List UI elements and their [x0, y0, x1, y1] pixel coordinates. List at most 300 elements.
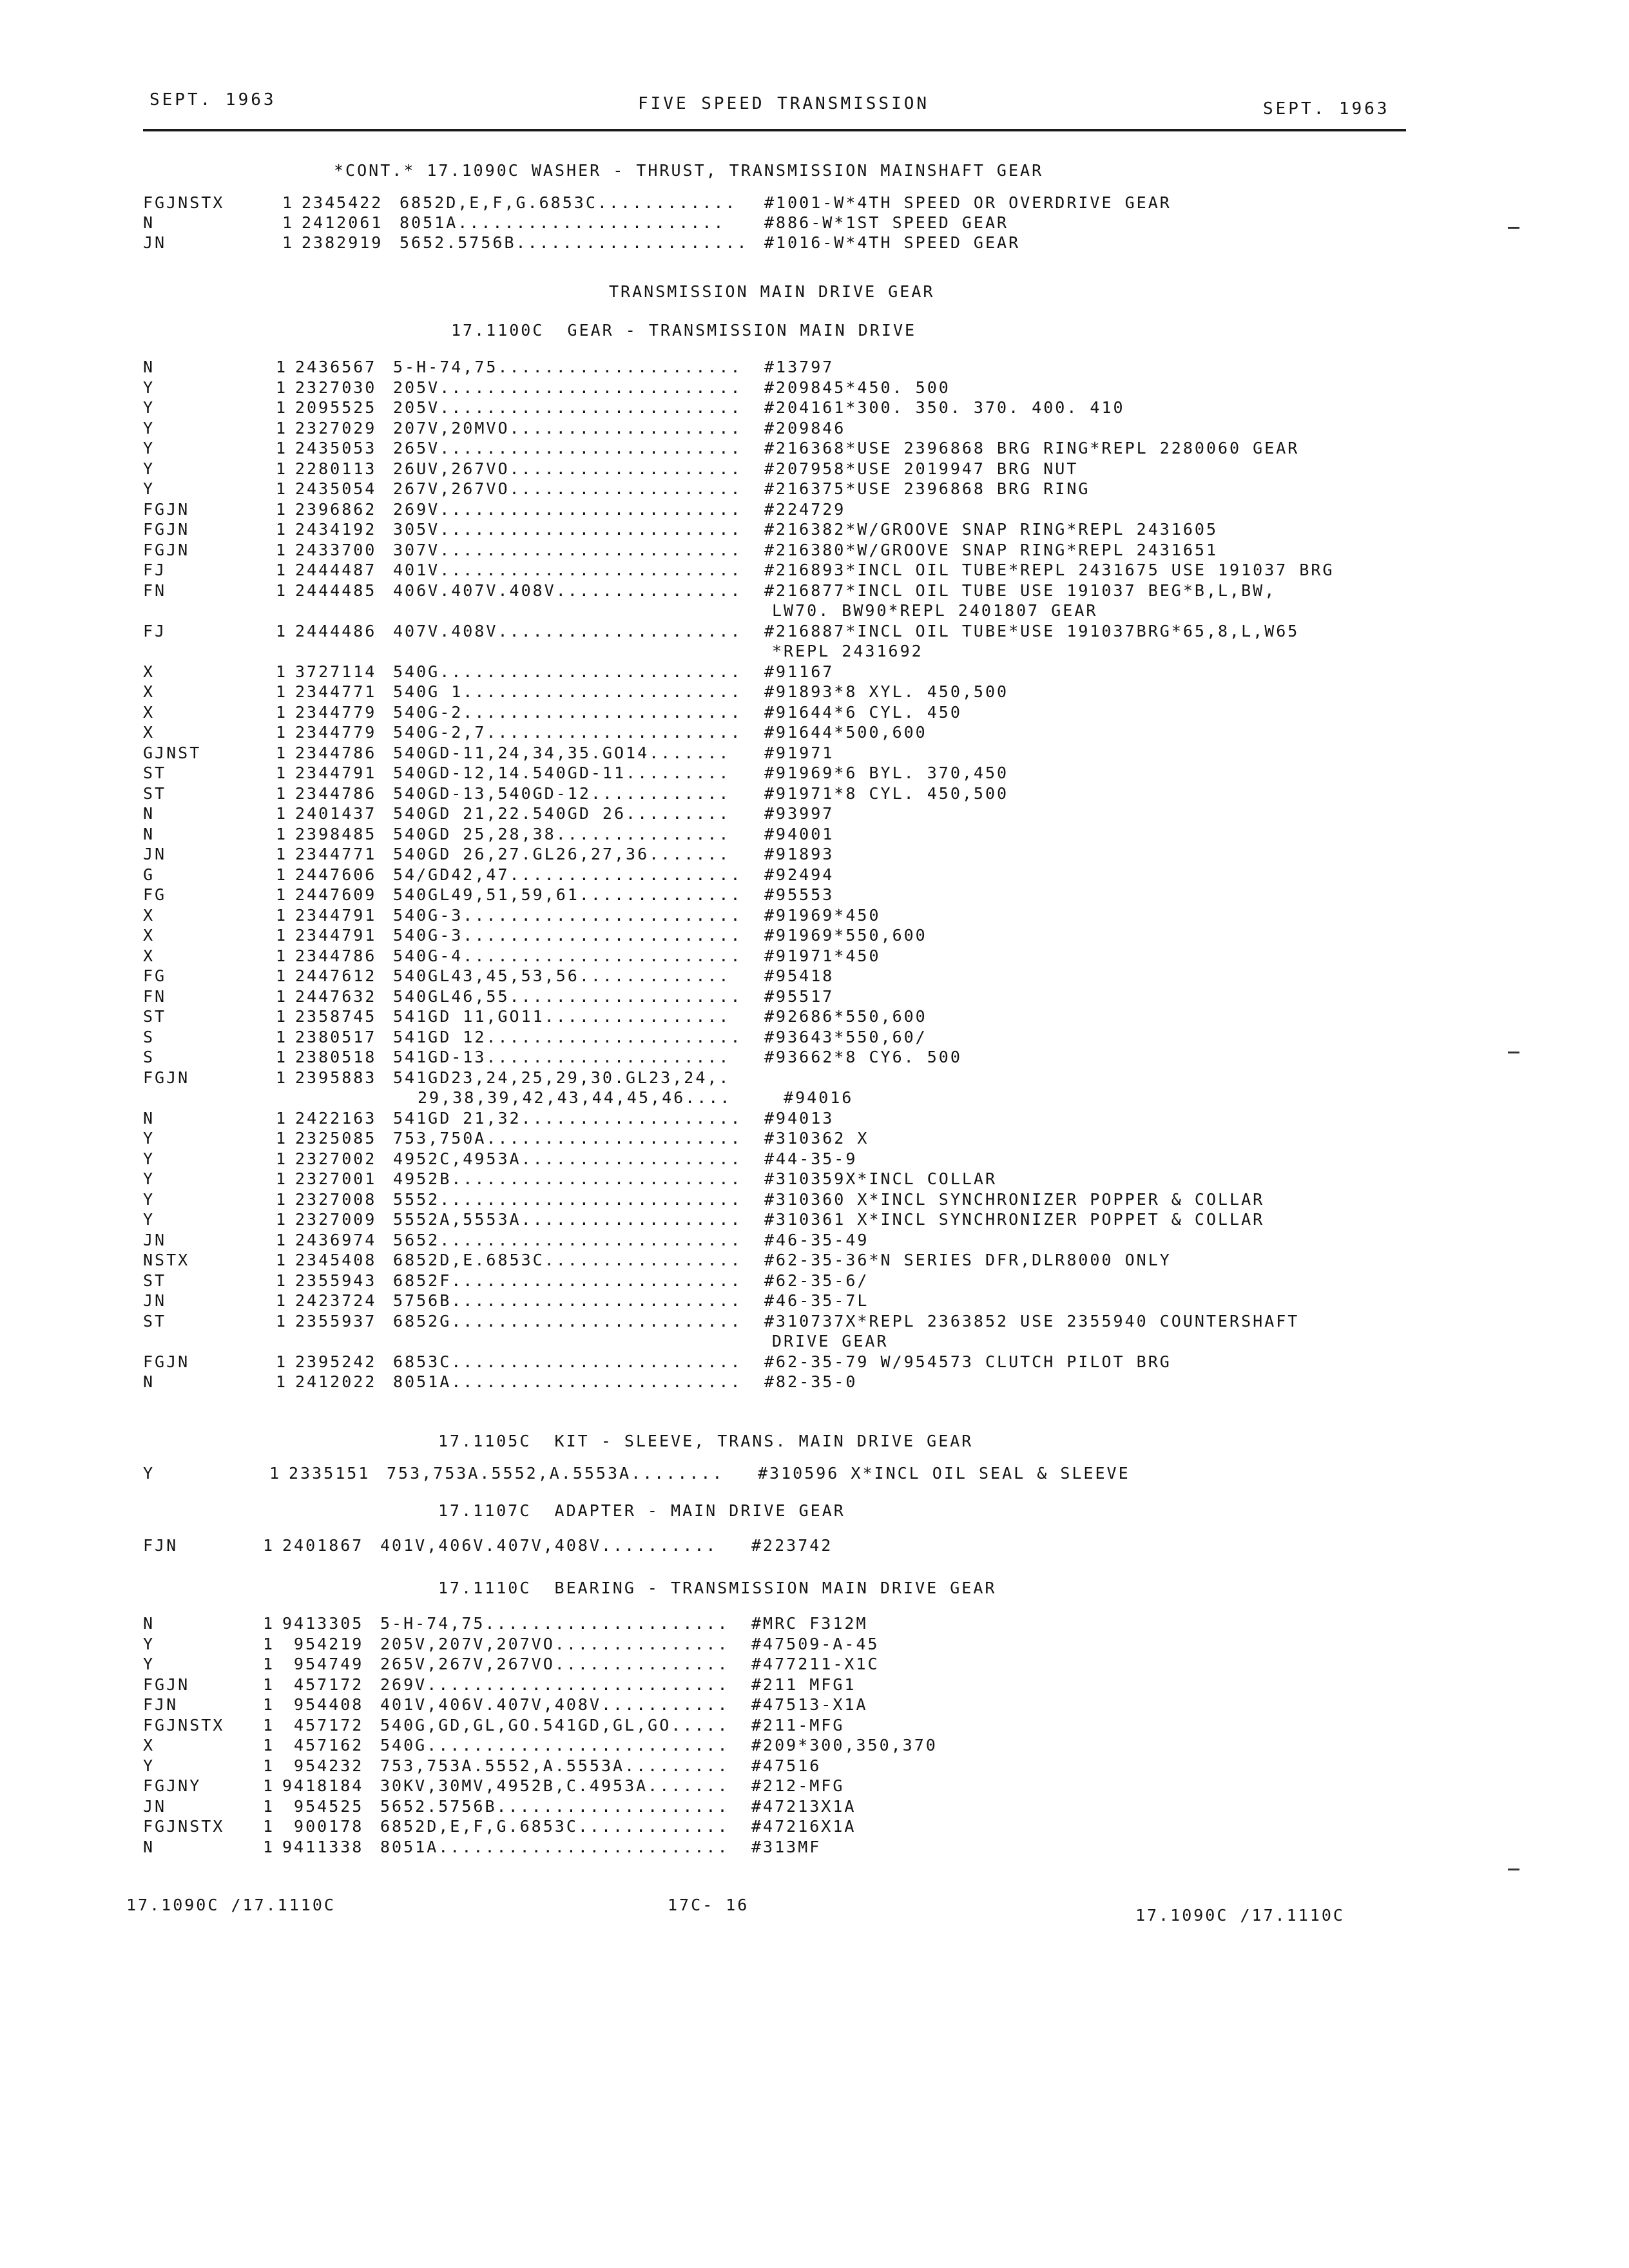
- row-application: 8051A.........................: [380, 1837, 729, 1856]
- row-application: 5-H-74,75.....................: [380, 1614, 729, 1633]
- row-application: 540GD-13,540GD-12............: [393, 783, 731, 803]
- row-application: 540GD 26,27.GL26,27,36.......: [393, 845, 731, 863]
- table-row: [0, 825, 1547, 845]
- row-part-number: 900178: [282, 1817, 364, 1836]
- row-note: #310362 X: [764, 1129, 869, 1148]
- row-application: 305V..........................: [393, 520, 742, 539]
- row-codes: Y: [143, 1756, 155, 1775]
- table-row-continuation: [0, 642, 1547, 662]
- row-note: #310737X*REPL 2363852 USE 2355940 COUNTERSHAFT: [764, 1311, 1300, 1331]
- row-part-number: 2344786: [295, 783, 377, 803]
- row-quantity: 1: [263, 1736, 275, 1754]
- table-row: [0, 1149, 1547, 1169]
- row-note: #47213X1A: [751, 1796, 856, 1816]
- row-codes: Y: [143, 1129, 155, 1148]
- table-row: [0, 804, 1547, 824]
- row-codes: FGJNY: [143, 1776, 202, 1795]
- table-row: [0, 1756, 1547, 1776]
- row-codes: X: [143, 1736, 155, 1754]
- row-application: 540G..........................: [380, 1736, 729, 1754]
- table-row: [0, 1109, 1547, 1129]
- row-codes: X: [143, 946, 155, 965]
- table-row: [0, 987, 1547, 1007]
- table-row: [0, 581, 1547, 601]
- row-codes: X: [143, 662, 155, 681]
- table-row: [0, 1169, 1547, 1189]
- row-codes: Y: [143, 1655, 155, 1673]
- row-quantity: 1: [276, 946, 288, 965]
- row-note: #47216X1A: [751, 1817, 856, 1836]
- header-date-right: SEPT. 1963: [1263, 99, 1390, 119]
- row-part-number: 2344786: [295, 743, 377, 762]
- row-application: 6852F.........................: [393, 1271, 742, 1290]
- table-row: [0, 1271, 1547, 1291]
- row-application: 541GD-13.....................: [393, 1048, 731, 1066]
- row-quantity: 1: [276, 1372, 288, 1391]
- row-note: #91893: [764, 845, 834, 863]
- row-quantity: 1: [276, 418, 288, 437]
- row-note: #95553: [764, 885, 834, 904]
- table-row: [0, 439, 1547, 459]
- row-part-number: 954525: [282, 1796, 364, 1816]
- row-application: 406V.407V.408V................: [393, 581, 742, 600]
- table-row: [0, 419, 1547, 439]
- row-application: 205V..........................: [393, 398, 742, 417]
- table-row: [0, 213, 1547, 233]
- row-application: 5552..........................: [393, 1189, 742, 1209]
- row-note: #46-35-49: [764, 1230, 869, 1249]
- row-part-number: 2327030: [295, 378, 377, 397]
- row-part-number: 2344791: [295, 926, 377, 945]
- row-note: #94001: [764, 824, 834, 843]
- row-quantity: 1: [276, 824, 288, 843]
- row-application: 269V..........................: [393, 499, 742, 519]
- row-part-number: 2412022: [295, 1372, 377, 1391]
- row-note: #MRC F312M: [751, 1614, 868, 1633]
- row-note: #93662*8 CY6. 500: [764, 1048, 962, 1066]
- row-quantity: 1: [276, 986, 288, 1006]
- row-codes: FJ: [143, 621, 167, 640]
- row-codes: FG: [143, 885, 167, 904]
- row-note-continuation: LW70. BW90*REPL 2401807 GEAR: [772, 601, 1098, 620]
- table-row: [0, 1614, 1547, 1634]
- table-row: [0, 703, 1547, 723]
- row-part-number: 2327002: [295, 1149, 377, 1168]
- table-row: [0, 682, 1547, 702]
- row-part-number: 2355943: [295, 1271, 377, 1290]
- row-part-number: 2344786: [295, 946, 377, 965]
- row-note: #313MF: [751, 1837, 822, 1856]
- row-quantity: 1: [276, 581, 288, 600]
- table-row: [0, 398, 1547, 418]
- row-part-number: 2345408: [295, 1251, 377, 1269]
- row-quantity: 1: [276, 1311, 288, 1331]
- row-codes: FN: [143, 581, 167, 600]
- row-quantity: 1: [276, 662, 288, 681]
- row-application: 401V,406V.407V,408V...........: [380, 1695, 729, 1714]
- row-quantity: 1: [276, 1108, 288, 1128]
- row-codes: JN: [143, 845, 167, 863]
- table-row: [0, 1716, 1547, 1736]
- row-application: 540GL49,51,59,61..............: [393, 885, 742, 904]
- row-application: 6852G.........................: [393, 1311, 742, 1331]
- row-codes: Y: [143, 1189, 155, 1209]
- row-codes: FJ: [143, 561, 167, 579]
- row-quantity: 1: [276, 398, 288, 417]
- row-part-number: 3727114: [295, 662, 377, 681]
- row-application: 541GD 11,GO11................: [393, 1007, 731, 1026]
- table-row: [0, 1776, 1547, 1796]
- row-codes: X: [143, 702, 155, 722]
- row-quantity: 1: [263, 1695, 275, 1714]
- table-row: [0, 1291, 1547, 1311]
- row-codes: GJNST: [143, 743, 202, 762]
- row-part-number: 2344779: [295, 702, 377, 722]
- row-application: 6852D,E,F,G.6853C.............: [380, 1817, 729, 1836]
- table-row: [0, 1028, 1547, 1048]
- row-note: #91969*6 BYL. 370,450: [764, 764, 1009, 782]
- table-row: [0, 358, 1547, 378]
- row-codes: X: [143, 926, 155, 945]
- row-codes: FGJN: [143, 540, 190, 559]
- row-part-number: 2327008: [295, 1189, 377, 1209]
- row-application: 5552A,5553A...................: [393, 1210, 742, 1229]
- row-codes: ST: [143, 1311, 167, 1331]
- table-row: [0, 1838, 1547, 1858]
- row-codes: N: [143, 824, 155, 843]
- row-codes: Y: [143, 1634, 155, 1653]
- row-part-number: 2423724: [295, 1291, 377, 1310]
- row-quantity: 1: [276, 621, 288, 640]
- table-row: [0, 500, 1547, 520]
- row-quantity: 1: [276, 479, 288, 498]
- row-codes: FGJN: [143, 499, 190, 519]
- row-codes: FG: [143, 966, 167, 985]
- table-row: [0, 193, 1547, 213]
- row-quantity: 1: [276, 520, 288, 539]
- row-note: #91971: [764, 743, 834, 762]
- row-note: #13797: [764, 358, 834, 376]
- section-heading: *CONT.* 17.1090C WASHER - THRUST, TRANSMISSION MAINSHAFT GEAR: [334, 161, 1044, 180]
- row-quantity: 1: [282, 213, 294, 232]
- row-part-number: 2280113: [295, 459, 377, 478]
- row-codes: Y: [143, 1210, 155, 1229]
- row-application: 8051A.......................: [400, 213, 726, 232]
- table-row: [0, 926, 1547, 946]
- table-row: [0, 1536, 1547, 1556]
- row-quantity: 1: [263, 1715, 275, 1735]
- section-heading: 17.1100C GEAR - TRANSMISSION MAIN DRIVE: [451, 321, 917, 340]
- row-codes: Y: [143, 398, 155, 417]
- row-codes: FN: [143, 986, 167, 1006]
- row-application: 5652.5756B....................: [380, 1796, 729, 1816]
- row-part-number: 2344771: [295, 682, 377, 701]
- table-row: [0, 479, 1547, 499]
- row-quantity: 1: [276, 1007, 288, 1026]
- row-part-number: 9413305: [282, 1614, 364, 1633]
- row-note: #93643*550,60/: [764, 1027, 927, 1046]
- table-row: [0, 1675, 1547, 1695]
- table-row: [0, 233, 1547, 253]
- row-note: #91969*550,600: [764, 926, 927, 945]
- row-note: #204161*300. 350. 370. 400. 410: [764, 398, 1125, 417]
- row-part-number: 2433700: [295, 540, 377, 559]
- row-quantity: 1: [276, 540, 288, 559]
- row-application: 541GD 21,32...................: [393, 1108, 742, 1128]
- margin-mark: [1508, 227, 1519, 229]
- row-quantity: 1: [276, 1048, 288, 1066]
- row-note: #209845*450. 500: [764, 378, 950, 397]
- row-part-number: 2380517: [295, 1027, 377, 1046]
- table-row: [0, 561, 1547, 581]
- row-note: #212-MFG: [751, 1776, 845, 1795]
- row-part-number: 2095525: [295, 398, 377, 417]
- row-part-number: 2436974: [295, 1230, 377, 1249]
- row-quantity: 1: [276, 702, 288, 722]
- row-part-number: 2396862: [295, 499, 377, 519]
- row-quantity: 1: [276, 1169, 288, 1188]
- row-quantity: 1: [276, 682, 288, 701]
- row-quantity: 1: [282, 233, 294, 252]
- row-quantity: 1: [276, 966, 288, 985]
- row-codes: FJN: [143, 1695, 178, 1714]
- row-note: #46-35-7L: [764, 1291, 869, 1310]
- row-quantity: 1: [276, 865, 288, 884]
- row-codes: X: [143, 682, 155, 701]
- row-quantity: 1: [276, 723, 288, 742]
- margin-mark: [1508, 1052, 1519, 1053]
- row-part-number: 2327029: [295, 418, 377, 437]
- table-row: [0, 906, 1547, 926]
- row-part-number: 2444485: [295, 581, 377, 600]
- row-application: 265V,267V,267VO...............: [380, 1655, 729, 1673]
- row-application: 540GL43,45,53,56.............: [393, 966, 731, 985]
- row-note: #91971*8 CYL. 450,500: [764, 783, 1009, 803]
- row-note: #216887*INCL OIL TUBE*USE 191037BRG*65,8,L,W65: [764, 621, 1300, 640]
- row-note: #216893*INCL OIL TUBE*REPL 2431675 USE 191037 BRG: [764, 561, 1335, 579]
- table-row: [0, 784, 1547, 804]
- row-note: #1016-W*4TH SPEED GEAR: [764, 233, 1021, 252]
- row-part-number: 2447609: [295, 885, 377, 904]
- row-part-number: 2435054: [295, 479, 377, 498]
- row-application: 753,753A.5552,A.5553A........: [387, 1464, 724, 1483]
- table-row: [0, 1797, 1547, 1817]
- header-rule: [143, 129, 1406, 131]
- row-quantity: 1: [276, 1230, 288, 1249]
- row-codes: FGJNSTX: [143, 1817, 225, 1836]
- row-note: #207958*USE 2019947 BRG NUT: [764, 459, 1079, 478]
- row-note: #47516: [751, 1756, 822, 1775]
- row-part-number: 954219: [282, 1634, 364, 1653]
- row-note: #209846: [764, 418, 846, 437]
- row-part-number: 2398485: [295, 824, 377, 843]
- row-part-number: 2335151: [289, 1464, 371, 1483]
- row-note: #95517: [764, 986, 834, 1006]
- row-codes: N: [143, 358, 155, 376]
- row-quantity: 1: [276, 1189, 288, 1209]
- table-row: [0, 1464, 1547, 1484]
- row-note: #47509-A-45: [751, 1634, 880, 1653]
- row-note: #91971*450: [764, 946, 881, 965]
- row-part-number: 2380518: [295, 1048, 377, 1066]
- row-quantity: 1: [276, 439, 288, 457]
- row-codes: G: [143, 865, 155, 884]
- table-row: [0, 1129, 1547, 1149]
- row-part-number: 2447606: [295, 865, 377, 884]
- row-codes: ST: [143, 764, 167, 782]
- table-row: [0, 723, 1547, 743]
- table-row-continuation: [0, 601, 1547, 621]
- row-note: #216380*W/GROOVE SNAP RING*REPL 2431651: [764, 540, 1218, 559]
- row-quantity: 1: [276, 885, 288, 904]
- row-note: #82-35-0: [764, 1372, 858, 1391]
- table-row: [0, 541, 1547, 561]
- row-codes: Y: [143, 439, 155, 457]
- row-codes: N: [143, 1108, 155, 1128]
- row-quantity: 1: [263, 1756, 275, 1775]
- row-application: 540G..........................: [393, 662, 742, 681]
- row-quantity: 1: [276, 1271, 288, 1290]
- row-note: #95418: [764, 966, 834, 985]
- footer-left: 17.1090C /17.1110C: [126, 1896, 336, 1914]
- row-codes: ST: [143, 1007, 167, 1026]
- row-part-number: 2344771: [295, 845, 377, 863]
- footer-page-number: 17C- 16: [668, 1896, 749, 1914]
- row-note: #62-35-6/: [764, 1271, 869, 1290]
- row-application: 5756B.........................: [393, 1291, 742, 1310]
- row-note: #216382*W/GROOVE SNAP RING*REPL 2431605: [764, 520, 1218, 539]
- row-note: #47513-X1A: [751, 1695, 868, 1714]
- row-note: #477211-X1C: [751, 1655, 880, 1673]
- row-application: 540GD 25,28,38...............: [393, 824, 731, 843]
- row-application: 6853C.........................: [393, 1352, 742, 1371]
- table-row: [0, 966, 1547, 986]
- row-quantity: 1: [276, 804, 288, 823]
- row-part-number: 2412061: [302, 213, 383, 232]
- table-row: [0, 1817, 1547, 1837]
- row-note: #44-35-9: [764, 1149, 858, 1168]
- row-part-number: 2447612: [295, 966, 377, 985]
- header-date-left: SEPT. 1963: [149, 90, 276, 110]
- group-title: TRANSMISSION MAIN DRIVE GEAR: [609, 282, 935, 301]
- row-codes: ST: [143, 1271, 167, 1290]
- row-note: #224729: [764, 499, 846, 519]
- row-application: 407V.408V.....................: [393, 621, 742, 640]
- table-row: [0, 1372, 1547, 1392]
- row-codes: FGJN: [143, 1352, 190, 1371]
- row-note: #92686*550,600: [764, 1007, 927, 1026]
- row-application: 401V,406V.407V,408V..........: [380, 1536, 718, 1555]
- table-row-continuation: [0, 1332, 1547, 1352]
- row-quantity: 1: [269, 1464, 282, 1483]
- row-quantity: 1: [276, 1210, 288, 1229]
- row-part-number: 2358745: [295, 1007, 377, 1026]
- row-codes: N: [143, 1614, 155, 1633]
- row-quantity: 1: [263, 1675, 275, 1694]
- row-quantity: 1: [276, 561, 288, 579]
- row-note: #209*300,350,370: [751, 1736, 938, 1754]
- table-row: [0, 865, 1547, 885]
- table-row: [0, 1007, 1547, 1027]
- row-application: 541GD23,24,25,29,30.GL23,24,.: [393, 1068, 731, 1087]
- row-quantity: 1: [276, 499, 288, 519]
- row-quantity: 1: [263, 1796, 275, 1816]
- row-codes: Y: [143, 1149, 155, 1168]
- row-quantity: 1: [276, 764, 288, 782]
- row-part-number: 2444486: [295, 621, 377, 640]
- row-part-number: 2355937: [295, 1311, 377, 1331]
- row-part-number: 954749: [282, 1655, 364, 1673]
- section-heading: 17.1110C BEARING - TRANSMISSION MAIN DRIVE GEAR: [438, 1579, 997, 1597]
- row-application: 540G-2,7......................: [393, 723, 742, 742]
- row-quantity: 1: [276, 926, 288, 945]
- table-row: [0, 947, 1547, 966]
- row-codes: S: [143, 1027, 155, 1046]
- table-row: [0, 764, 1547, 783]
- row-note: #216368*USE 2396868 BRG RING*REPL 2280060 GEAR: [764, 439, 1300, 457]
- row-codes: FGJNSTX: [143, 193, 225, 212]
- row-part-number: 2435053: [295, 439, 377, 457]
- row-application: 4952C,4953A...................: [393, 1149, 742, 1168]
- row-quantity: 1: [276, 1251, 288, 1269]
- row-quantity: 1: [276, 1068, 288, 1087]
- table-row: [0, 662, 1547, 682]
- row-application: 540G-4........................: [393, 946, 742, 965]
- row-note: #886-W*1ST SPEED GEAR: [764, 213, 1009, 232]
- row-part-number: 954408: [282, 1695, 364, 1714]
- row-application: 540G-3........................: [393, 926, 742, 945]
- row-note: #310360 X*INCL SYNCHRONIZER POPPER & COLLAR: [764, 1189, 1265, 1209]
- table-row: [0, 1312, 1547, 1332]
- row-part-number: 2395883: [295, 1068, 377, 1087]
- row-part-number: 457172: [282, 1675, 364, 1694]
- footer-right: 17.1090C /17.1110C: [1135, 1906, 1345, 1925]
- row-part-number: 2422163: [295, 1108, 377, 1128]
- row-note: #310596 X*INCL OIL SEAL & SLEEVE: [758, 1464, 1130, 1483]
- table-row: [0, 1352, 1547, 1372]
- row-codes: X: [143, 905, 155, 925]
- row-quantity: 1: [276, 1129, 288, 1148]
- row-quantity: 1: [263, 1655, 275, 1673]
- row-note: #94013: [764, 1108, 834, 1128]
- row-application: 6852D,E.6853C.................: [393, 1251, 742, 1269]
- row-part-number: 9418184: [282, 1776, 364, 1795]
- row-codes: JN: [143, 233, 167, 252]
- row-quantity: 1: [276, 1149, 288, 1168]
- row-note: #216877*INCL OIL TUBE USE 191037 BEG*B,L,BW,: [764, 581, 1277, 600]
- row-note: #1001-W*4TH SPEED OR OVERDRIVE GEAR: [764, 193, 1171, 212]
- row-codes: FGJN: [143, 1068, 190, 1087]
- row-note: #216375*USE 2396868 BRG RING: [764, 479, 1090, 498]
- row-application: 540G 1........................: [393, 682, 742, 701]
- row-part-number: 2434192: [295, 520, 377, 539]
- row-part-number: 2345422: [302, 193, 383, 212]
- row-quantity: 1: [263, 1614, 275, 1633]
- table-row: [0, 1190, 1547, 1210]
- row-quantity: 1: [263, 1837, 275, 1856]
- row-note-continuation: #94016: [772, 1088, 854, 1107]
- row-codes: FGJNSTX: [143, 1715, 225, 1735]
- row-note: #211 MFG1: [751, 1675, 856, 1694]
- row-part-number: 2395242: [295, 1352, 377, 1371]
- row-codes: FJN: [143, 1536, 178, 1555]
- row-codes: N: [143, 1837, 155, 1856]
- row-note: #62-35-36*N SERIES DFR,DLR8000 ONLY: [764, 1251, 1171, 1269]
- row-codes: N: [143, 1372, 155, 1391]
- row-part-number: 2401437: [295, 804, 377, 823]
- row-part-number: 2382919: [302, 233, 383, 252]
- row-application: 30KV,30MV,4952B,C.4953A.......: [380, 1776, 729, 1795]
